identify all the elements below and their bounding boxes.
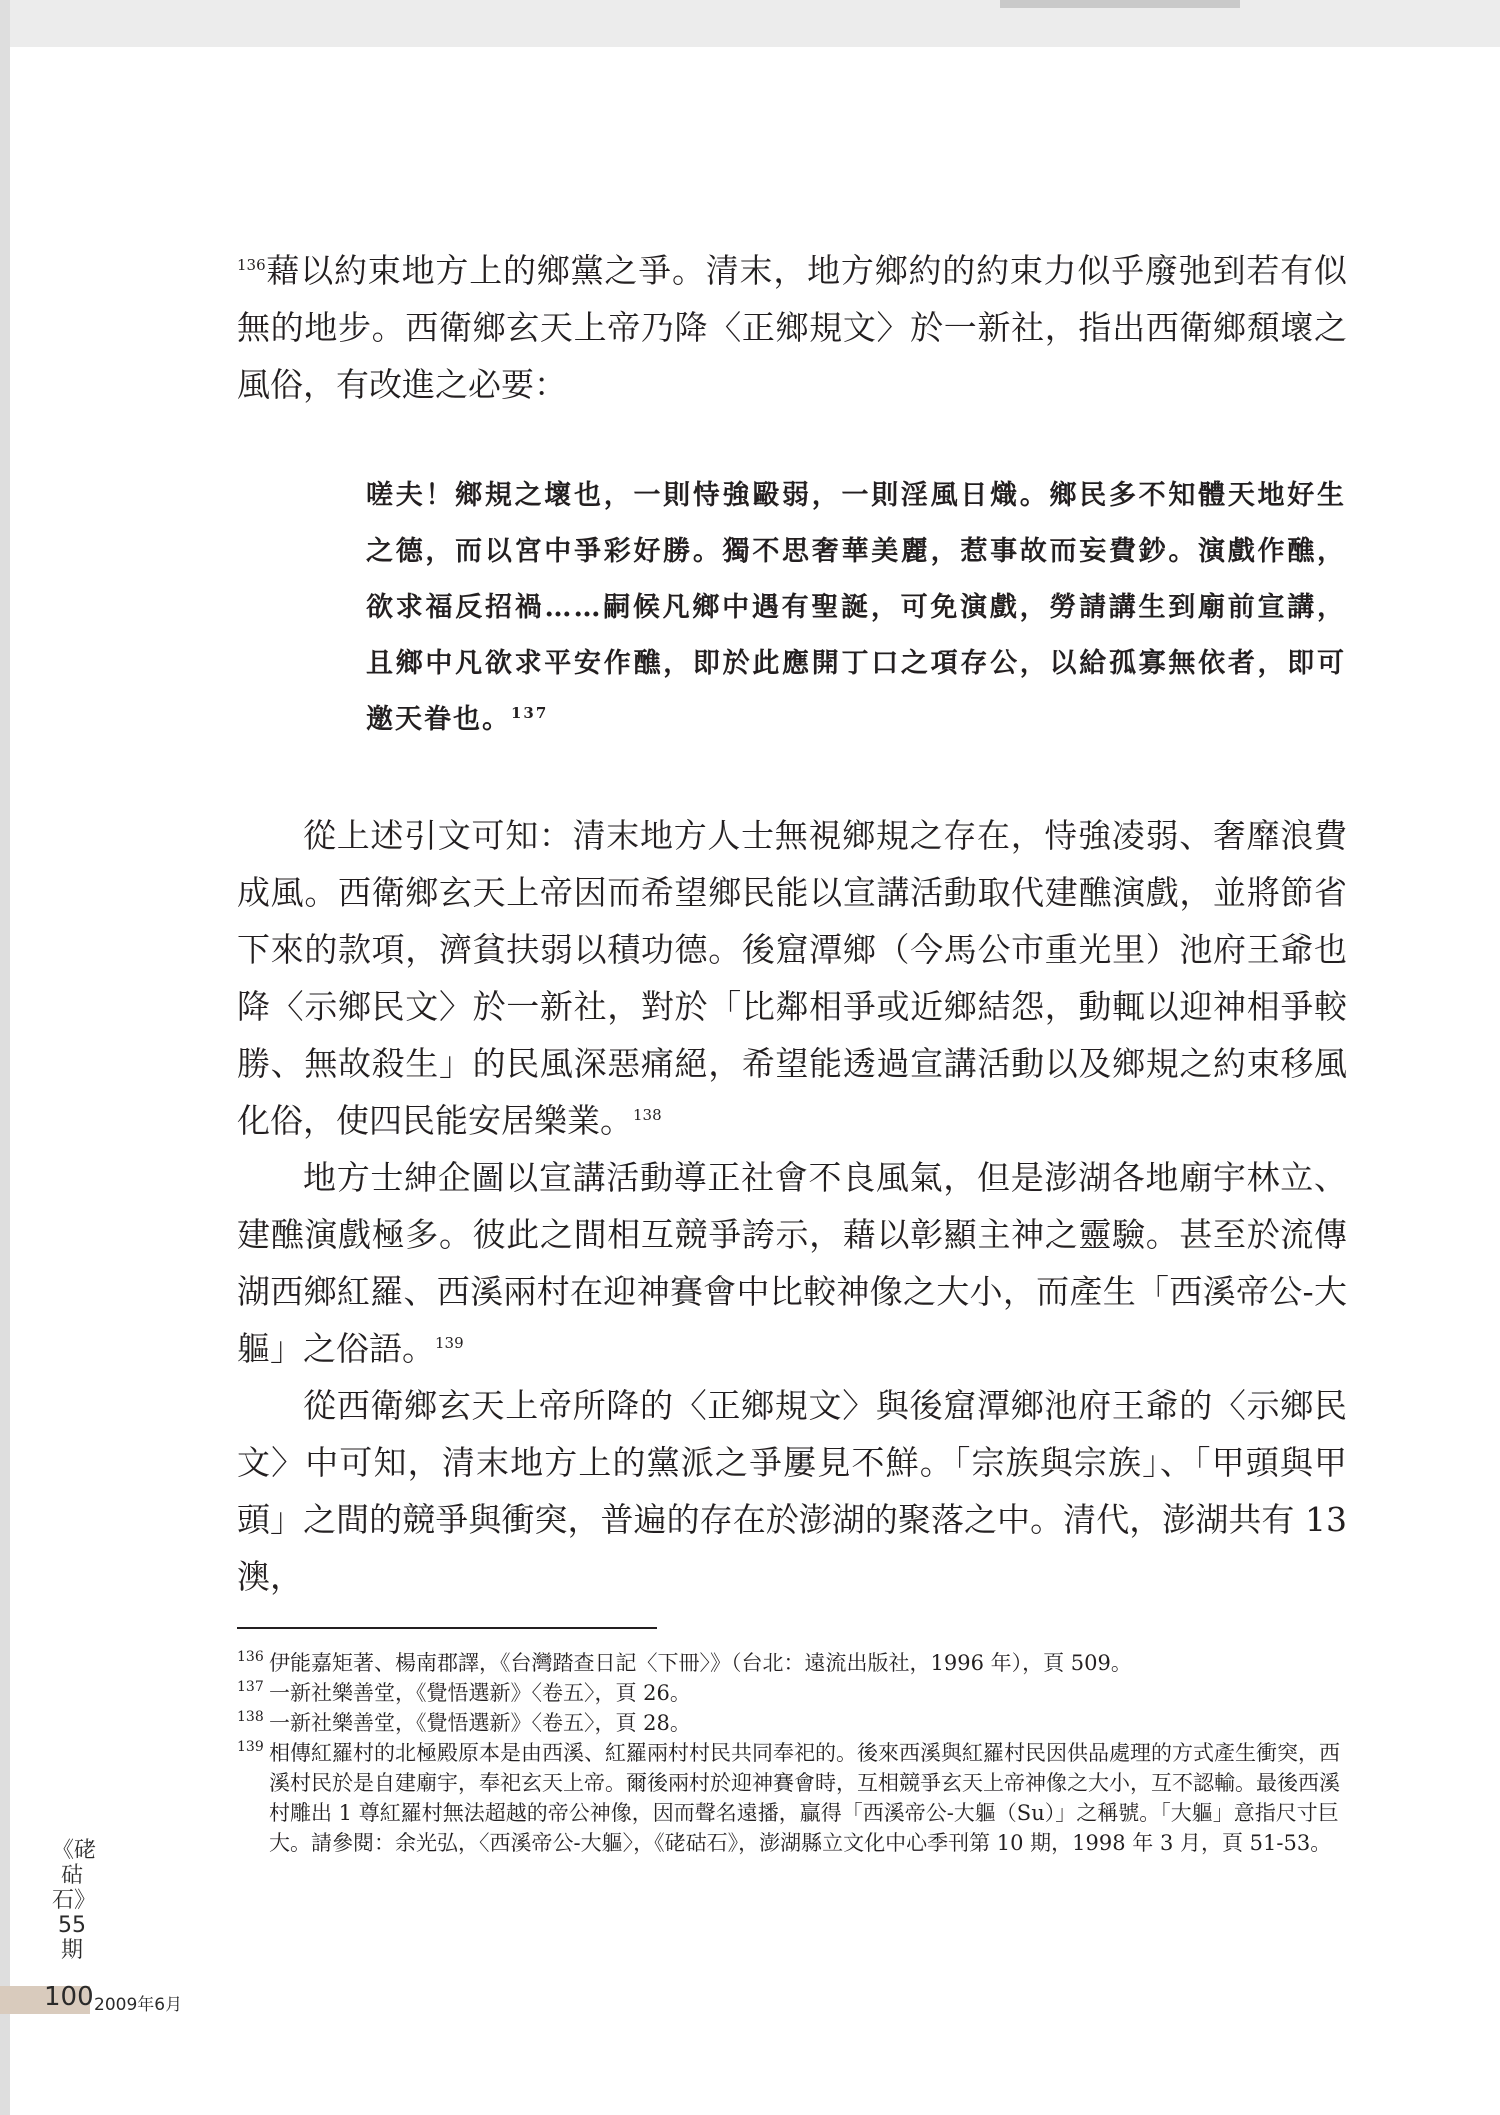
footnotes (237, 1648, 1352, 1858)
block-quote-text: 嗟夫！鄉規之壞也，一則恃強毆弱，一則淫風日熾。鄉民多不知體天地好生之德，而以宮中爭彩好勝。獨不思奢華美麗，惹事故而妄費鈔。演戲作醮，欲求福反招禍……嗣候凡鄉中遇有聖誕，可免演戲，勞請講生到廟前宣講，且鄉中凡欲求平安作醮，即於此應開丁口之項存公，以給孤寡無依者，即可邀天眷也。 (366, 480, 1346, 735)
footnote-ref-138[interactable]: 138 (633, 1106, 662, 1124)
footnote-ref-136[interactable]: 136 (237, 256, 266, 274)
journal-side-label (52, 1838, 97, 1963)
footnote-number: 136 (237, 1649, 264, 1665)
footnote-ref-139[interactable]: 139 (435, 1334, 464, 1352)
paragraph-4-text: 從西衛鄉玄天上帝所降的〈正鄉規文〉與後窟潭鄉池府王爺的〈示鄉民文〉中可知，清末地方上的黨派之爭屢見不鮮。「宗族與宗族」、「甲頭與甲頭」之間的競爭與衝突，普遍的存在於澎湖的聚落之中。清代，澎湖共有 13 澳， (237, 1386, 1347, 1596)
scan-top-mark (1000, 0, 1240, 8)
paragraph-4 (237, 1377, 1347, 1605)
footnote-number: 138 (237, 1709, 264, 1725)
footnote-text: 一新社樂善堂，《覺悟選新》〈卷五〉，頁 26。 (269, 1681, 691, 1705)
footnote-text: 一新社樂善堂，《覺悟選新》〈卷五〉，頁 28。 (269, 1711, 691, 1735)
paragraph-1 (237, 242, 1347, 413)
footnote-number: 137 (237, 1679, 264, 1695)
journal-issue-unit: 期 (60, 1938, 83, 1963)
footnote-138 (237, 1708, 1352, 1738)
footnote-text: 相傳紅羅村的北極殿原本是由西溪、紅羅兩村村民共同奉祀的。後來西溪與紅羅村民因供品處理的方式產生衝突，西溪村民於是自建廟宇，奉祀玄天上帝。爾後兩村於迎神賽會時，互相競爭玄天上帝神像之大小，互不認輸。最後西溪村雕出 1 尊紅羅村無法超越的帝公神像，因而聲名遠播，贏得「西溪帝公-大軀（Su）」之稱號。「大軀」意指尺寸巨大。請參閱：余光弘，〈西溪帝公-大軀〉，《硓𥑮石》，澎湖縣立文化中心季刊第 10 期，1998 年 3 月，頁 51-53。 (269, 1741, 1340, 1855)
footnote-text: 伊能嘉矩著、楊南郡譯，《台灣踏查日記〈下冊〉》（台北：遠流出版社，1996 年），頁 509。 (269, 1651, 1132, 1675)
scan-left-edge (0, 0, 10, 2115)
journal-title-vertical: 《硓𥑮石》 (52, 1838, 97, 1913)
scan-top-margin (0, 0, 1500, 47)
footnote-136 (237, 1648, 1352, 1678)
footnote-139 (237, 1738, 1352, 1858)
journal-issue-number: 55 (58, 1913, 86, 1938)
footnote-137 (237, 1678, 1352, 1708)
paragraph-3 (237, 1149, 1347, 1377)
paragraph-3-text: 地方士紳企圖以宣講活動導正社會不良風氣，但是澎湖各地廟宇林立、建醮演戲極多。彼此之間相互競爭誇示，藉以彰顯主神之靈驗。甚至於流傳湖西鄉紅羅、西溪兩村在迎神賽會中比較神像之大小，而產生「西溪帝公-大軀」之俗語。 (237, 1158, 1347, 1368)
paragraph-2 (237, 807, 1347, 1149)
paragraph-2-text: 從上述引文可知：清末地方人士無視鄉規之存在，恃強凌弱、奢靡浪費成風。西衛鄉玄天上帝因而希望鄉民能以宣講活動取代建醮演戲，並將節省下來的款項，濟貧扶弱以積功德。後窟潭鄉（今馬公市重光里）池府王爺也降〈示鄉民文〉於一新社，對於「比鄰相爭或近鄉結怨，動輒以迎神相爭較勝、無故殺生」的民風深惡痛絕，希望能透過宣講活動以及鄉規之約束移風化俗，使四民能安居樂業。 (237, 816, 1347, 1140)
block-quote (366, 468, 1346, 748)
page-number: 100 (44, 1982, 94, 2012)
footnote-number: 139 (237, 1739, 264, 1755)
footnote-divider (237, 1627, 657, 1629)
paragraph-1-text: 藉以約束地方上的鄉黨之爭。清末，地方鄉約的約束力似乎廢弛到若有似無的地步。西衛鄉玄天上帝乃降〈正鄉規文〉於一新社，指出西衛鄉頹壞之風俗，有改進之必要： (237, 251, 1347, 404)
issue-date: 2009年6月 (94, 1995, 183, 2015)
footnote-ref-137[interactable]: 137 (511, 704, 549, 722)
